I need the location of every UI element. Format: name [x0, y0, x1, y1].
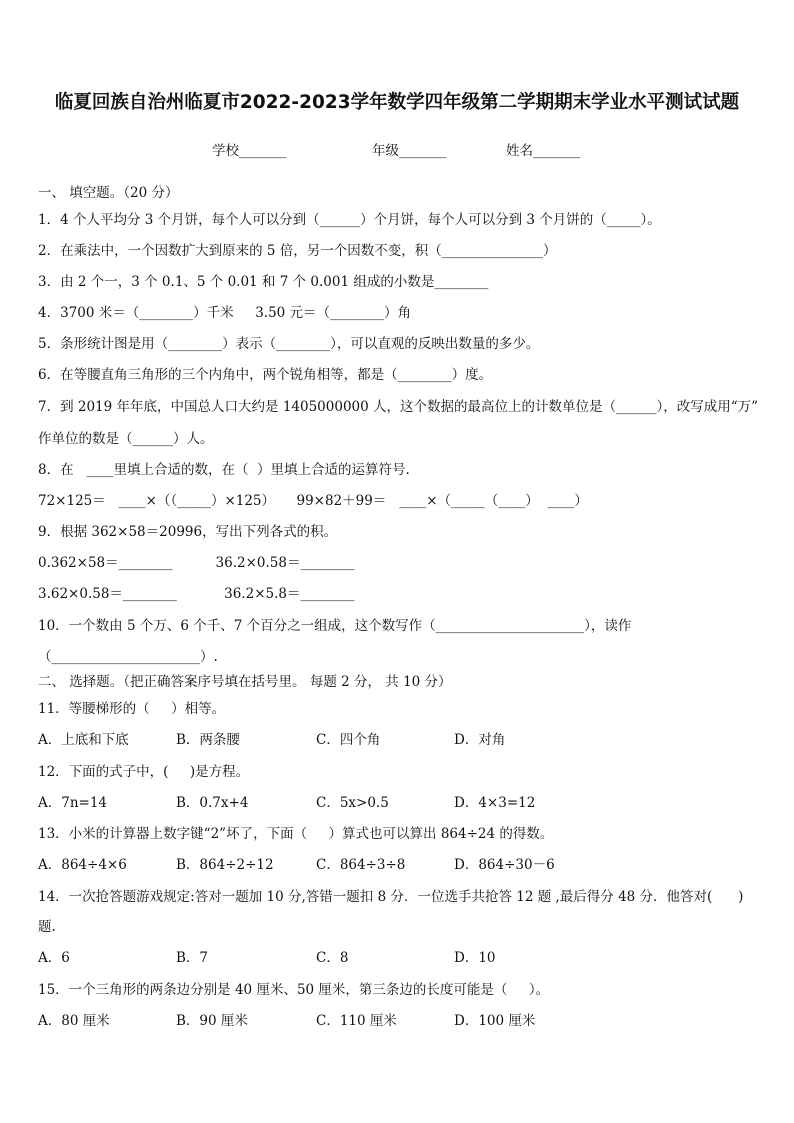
question-8: 8．在 ____里填上合适的数，在（ ）里填上合适的运算符号. [38, 462, 410, 478]
question-13: 13．小米的计算器上数字键“2”坏了，下面（ ）算式也可以算出 864÷24 的得数。 [38, 826, 554, 842]
question-13-option-b: B．864÷2÷12 [176, 857, 274, 873]
section-1-header: 一、 填空题。（20 分） [38, 185, 179, 201]
question-2: 2．在乘法中，一个因数扩大到原来的 5 倍，另一个因数不变，积（_______________） [38, 243, 557, 259]
question-5: 5．条形统计图是用（________）表示（________），可以直观的反映出数量的多少。 [38, 336, 540, 352]
question-11: 11．等腰梯形的（ ）相等。 [38, 701, 226, 717]
page-title: 临夏回族自治州临夏市2022-2023学年数学四年级第二学期期末学业水平测试试题 [54, 92, 740, 113]
question-9: 9．根据 362×58＝20996，写出下列各式的积。 [38, 524, 338, 540]
question-15: 15．一个三角形的两条边分别是 40 厘米、50 厘米，第三条边的长度可能是（ ）。 [38, 982, 550, 998]
question-7: 7．到 2019 年年底，中国总人口大约是 1405000000 人，这个数据的最高位上的计数单位是（______），改写成用“万” [38, 399, 759, 415]
question-11-option-d: D．对角 [454, 732, 506, 748]
question-6: 6．在等腰直角三角形的三个内角中，两个锐角相等，都是（________）度。 [38, 367, 493, 383]
question-12-option-c: C．5x>0.5 [316, 795, 389, 811]
grade-field: 年级_______ [372, 143, 447, 159]
question-14-continued: 题. [38, 919, 56, 935]
question-12-option-b: B．0.7x+4 [176, 795, 249, 811]
question-14: 14．一次抢答题游戏规定:答对一题加 10 分,答错一题扣 8 分．一位选手共抢答 12 题 ,最后得分 48 分．他答对( ) [38, 889, 744, 905]
question-11-option-b: B．两条腰 [176, 732, 240, 748]
question-13-option-c: C．864÷3÷8 [316, 857, 406, 873]
question-12: 12．下面的式子中，( )是方程。 [38, 764, 250, 780]
question-14-option-a: A．6 [38, 950, 70, 966]
question-15-option-d: D．100 厘米 [454, 1013, 536, 1029]
question-10: 10．一个数由 5 个万、6 个千、7 个百分之一组成，这个数写作（______________________），读作 [38, 618, 632, 634]
question-15-option-a: A．80 厘米 [38, 1013, 110, 1029]
question-4: 4．3700 米＝（________）千米 3.50 元＝（________）角 [38, 305, 412, 321]
question-15-option-b: B．90 厘米 [176, 1013, 248, 1029]
question-12-option-d: D．4×3=12 [454, 795, 536, 811]
question-3: 3．由 2 个一，3 个 0.1、5 个 0.01 和 7 个 0.001 组成的小数是________ [38, 274, 489, 290]
question-9-row-1: 0.362×58＝________ 36.2×0.58＝________ [38, 555, 355, 571]
question-9-row-2: 3.62×0.58＝________ 36.2×5.8＝________ [38, 586, 355, 602]
question-13-option-d: D．864÷30－6 [454, 857, 555, 873]
section-2-header: 二、 选择题。（把正确答案序号填在括号里。 每题 2 分， 共 10 分） [38, 674, 452, 690]
question-15-option-c: C．110 厘米 [316, 1013, 397, 1029]
question-12-option-a: A．7n=14 [38, 795, 108, 811]
question-13-option-a: A．864÷4×6 [38, 857, 127, 873]
question-14-option-d: D．10 [454, 950, 496, 966]
question-7-continued: 作单位的数是（______）人。 [38, 431, 214, 447]
question-1: 1．4 个人平均分 3 个月饼，每个人可以分到（______）个月饼，每个人可以分到 3 个月饼的（_____）。 [38, 212, 661, 228]
question-11-option-c: C．四个角 [316, 732, 381, 748]
question-10-continued: （______________________）. [38, 649, 218, 665]
question-14-option-c: C．8 [316, 950, 349, 966]
question-14-option-b: B．7 [176, 950, 209, 966]
name-field: 姓名_______ [506, 143, 581, 159]
question-11-option-a: A．上底和下底 [38, 732, 129, 748]
question-8-expressions: 72×125＝ ____×（（_____）×125） 99×82＋99＝ ____×（_____（____） ____） [38, 493, 588, 509]
school-field: 学校_______ [212, 143, 287, 159]
